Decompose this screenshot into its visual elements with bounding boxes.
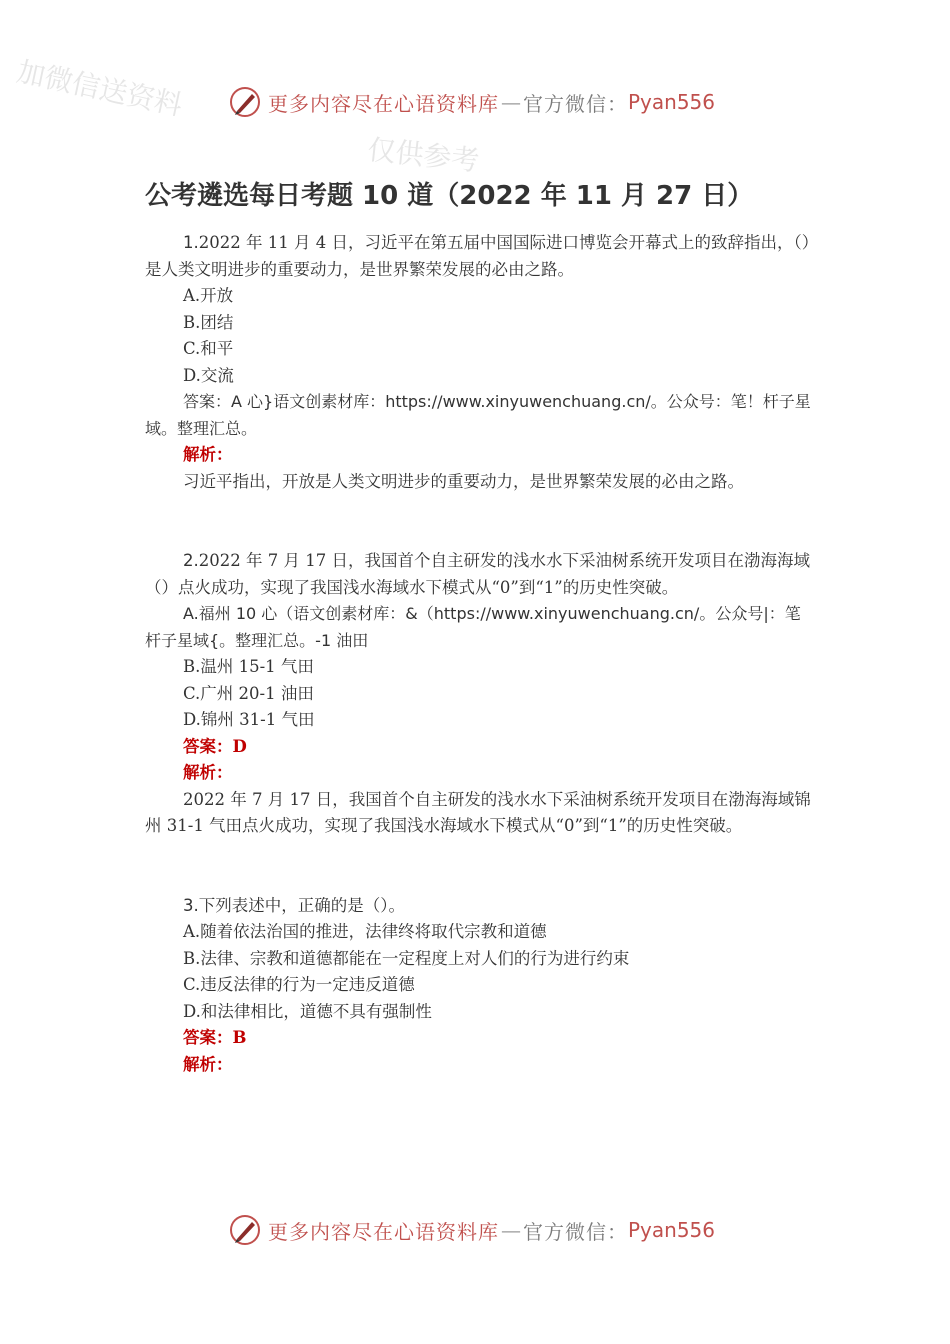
analysis-label: 解析： [183,763,233,782]
option-c: C.和平 [183,339,234,358]
banner-text: 更多内容尽在心语资料库 [268,91,499,116]
watermark-center: 仅供参考 [366,132,481,178]
option-a: A.福州 10 心（语文创素材库：&（https://www.xinyuwenchuang.cn/。公众号|：笔杆子星域{。整理汇总。-1 油田 [145,604,801,650]
question-stem: 3.下列表述中，正确的是（）。 [183,895,405,915]
watermark-top-left: 加微信送资料 [14,54,186,123]
question-stem: 2.2022 年 7 月 17 日，我国首个自主研发的浅水水下采油树系统开发项目在渤海海域（）点火成功，实现了我国浅水海域水下模式从“0”到“1”的历史性突破。 [145,551,810,597]
question-1 [145,230,813,495]
banner-official-label: 官方微信： [523,1219,628,1244]
banner-wechat-id: Pyan556 [628,1218,716,1242]
option-b: B.团结 [183,312,234,332]
option-d: D.和法律相比，道德不具有强制性 [183,1001,432,1021]
analysis-label: 解析： [183,1054,233,1074]
option-a: A.随着依法治国的推进，法律终将取代宗教和道德 [183,922,547,941]
banner-separator: — [501,1218,521,1242]
pen-logo-icon [228,85,262,119]
pen-logo-icon [228,1213,262,1247]
analysis-label: 解析： [183,445,233,464]
answer-label: 答案：B [183,1028,247,1047]
question-list [145,230,813,1078]
question-stem: 1.2022 年 11 月 4 日，习近平在第五届中国国际进口博览会开幕式上的致辞指出，（）是人类文明进步的重要动力，是世界繁荣发展的必由之路。 [145,233,810,279]
header-banner [228,82,715,122]
footer-banner [228,1210,715,1250]
option-b: B.法律、宗教和道德都能在一定程度上对人们的行为进行约束 [183,948,630,968]
option-d: D.交流 [183,365,234,385]
analysis-text: 习近平指出，开放是人类文明进步的重要动力，是世界繁荣发展的必由之路。 [183,471,744,491]
answer-line: 答案：A 心}语文创素材库：https://www.xinyuwenchuang.cn/。公众号：笔！杆子星域。整理汇总。 [145,392,811,438]
banner-wechat-id: Pyan556 [628,90,716,114]
option-c: C.违反法律的行为一定违反道德 [183,975,415,994]
banner-separator: — [501,90,521,114]
banner-official-label: 官方微信： [523,91,628,116]
option-c: C.广州 20-1 油田 [183,683,314,703]
question-2 [145,548,813,840]
banner-text: 更多内容尽在心语资料库 [268,1219,499,1244]
answer-label: 答案：D [183,736,247,756]
question-3 [145,893,813,1079]
page-title: 公考遴选每日考题 10 道（2022 年 11 月 27 日） [145,181,754,211]
option-b: B.温州 15-1 气田 [183,657,314,676]
option-d: D.锦州 31-1 气田 [183,710,315,729]
option-a: A.开放 [183,286,234,305]
analysis-text: 2022 年 7 月 17 日，我国首个自主研发的浅水水下采油树系统开发项目在渤海海域锦州 31-1 气田点火成功，实现了我国浅水海域水下模式从“0”到“1”的历史性突破。 [145,789,811,835]
